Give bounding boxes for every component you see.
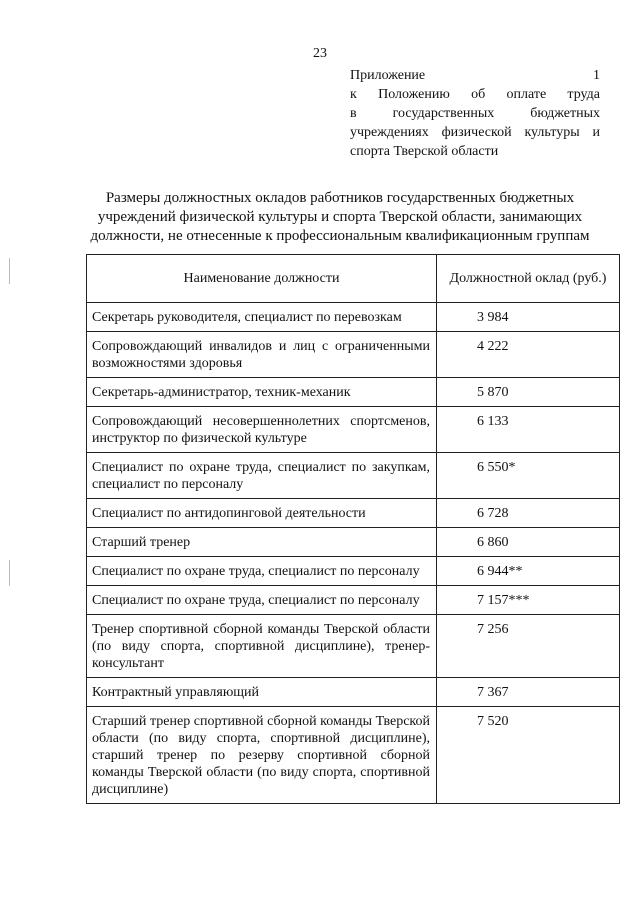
position-cell: Контрактный управляющий bbox=[87, 678, 437, 707]
position-cell: Специалист по охране труда, специалист по закупкам, специалист по персоналу bbox=[87, 453, 437, 499]
table-row bbox=[87, 557, 620, 586]
position-cell: Старший тренер спортивной сборной команды Тверской области (по виду спорта, спортивной дисциплине), старший тренер по резерву спортивной сборной команды Тверской области (по виду спорта, спортивной дисциплине) bbox=[87, 707, 437, 804]
salary-cell: 6 728 bbox=[437, 499, 620, 528]
position-cell: Секретарь руководителя, специалист по перевозкам bbox=[87, 303, 437, 332]
salary-cell: 7 520 bbox=[437, 707, 620, 804]
table-row bbox=[87, 453, 620, 499]
salary-cell: 5 870 bbox=[437, 378, 620, 407]
table-row bbox=[87, 615, 620, 678]
salary-cell: 7 256 bbox=[437, 615, 620, 678]
salary-cell: 4 222 bbox=[437, 332, 620, 378]
salary-table bbox=[86, 254, 620, 804]
table-row bbox=[87, 407, 620, 453]
table-row bbox=[87, 332, 620, 378]
position-cell: Секретарь-администратор, техник-механик bbox=[87, 378, 437, 407]
appendix-line: спорта Тверской области bbox=[350, 144, 499, 159]
appendix-line: к Положению об оплате труда bbox=[350, 87, 600, 102]
document-title: Размеры должностных окладов работников государственных бюджетных учреждений физической культуры и спорта Тверской области, занимающих должности, не отнесенные к профессиональным квалификационным группам bbox=[90, 190, 590, 244]
scan-artifact-line bbox=[9, 258, 10, 284]
table-row bbox=[87, 499, 620, 528]
position-cell: Тренер спортивной сборной команды Тверской области (по виду спорта, спортивной дисциплине), тренер-консультант bbox=[87, 615, 437, 678]
appendix-line: Приложение 1 bbox=[350, 68, 600, 83]
position-column-header: Наименование должности bbox=[87, 255, 437, 303]
salary-cell: 6 944** bbox=[437, 557, 620, 586]
salary-cell: 7 367 bbox=[437, 678, 620, 707]
position-cell: Специалист по охране труда, специалист по персоналу bbox=[87, 557, 437, 586]
salary-cell: 6 550* bbox=[437, 453, 620, 499]
position-cell: Старший тренер bbox=[87, 528, 437, 557]
salary-cell: 7 157*** bbox=[437, 586, 620, 615]
position-cell: Сопровождающий несовершеннолетних спортсменов, инструктор по физической культуре bbox=[87, 407, 437, 453]
salary-column-header: Должностной оклад (руб.) bbox=[437, 255, 620, 303]
salary-cell: 3 984 bbox=[437, 303, 620, 332]
table-row bbox=[87, 678, 620, 707]
table-row bbox=[87, 528, 620, 557]
position-cell: Специалист по антидопинговой деятельности bbox=[87, 499, 437, 528]
salary-cell: 6 860 bbox=[437, 528, 620, 557]
salary-cell: 6 133 bbox=[437, 407, 620, 453]
table-row bbox=[87, 586, 620, 615]
appendix-header bbox=[350, 66, 600, 161]
position-cell: Специалист по охране труда, специалист по персоналу bbox=[87, 586, 437, 615]
table-row bbox=[87, 303, 620, 332]
page-number: 23 bbox=[313, 46, 327, 61]
table-header-row bbox=[87, 255, 620, 303]
position-cell: Сопровождающий инвалидов и лиц с ограниченными возможностями здоровья bbox=[87, 332, 437, 378]
table-row bbox=[87, 707, 620, 804]
appendix-line: в государственных бюджетных bbox=[350, 106, 600, 121]
scan-artifact-line bbox=[9, 560, 10, 586]
table-row bbox=[87, 378, 620, 407]
appendix-line: учреждениях физической культуры и bbox=[350, 125, 600, 140]
